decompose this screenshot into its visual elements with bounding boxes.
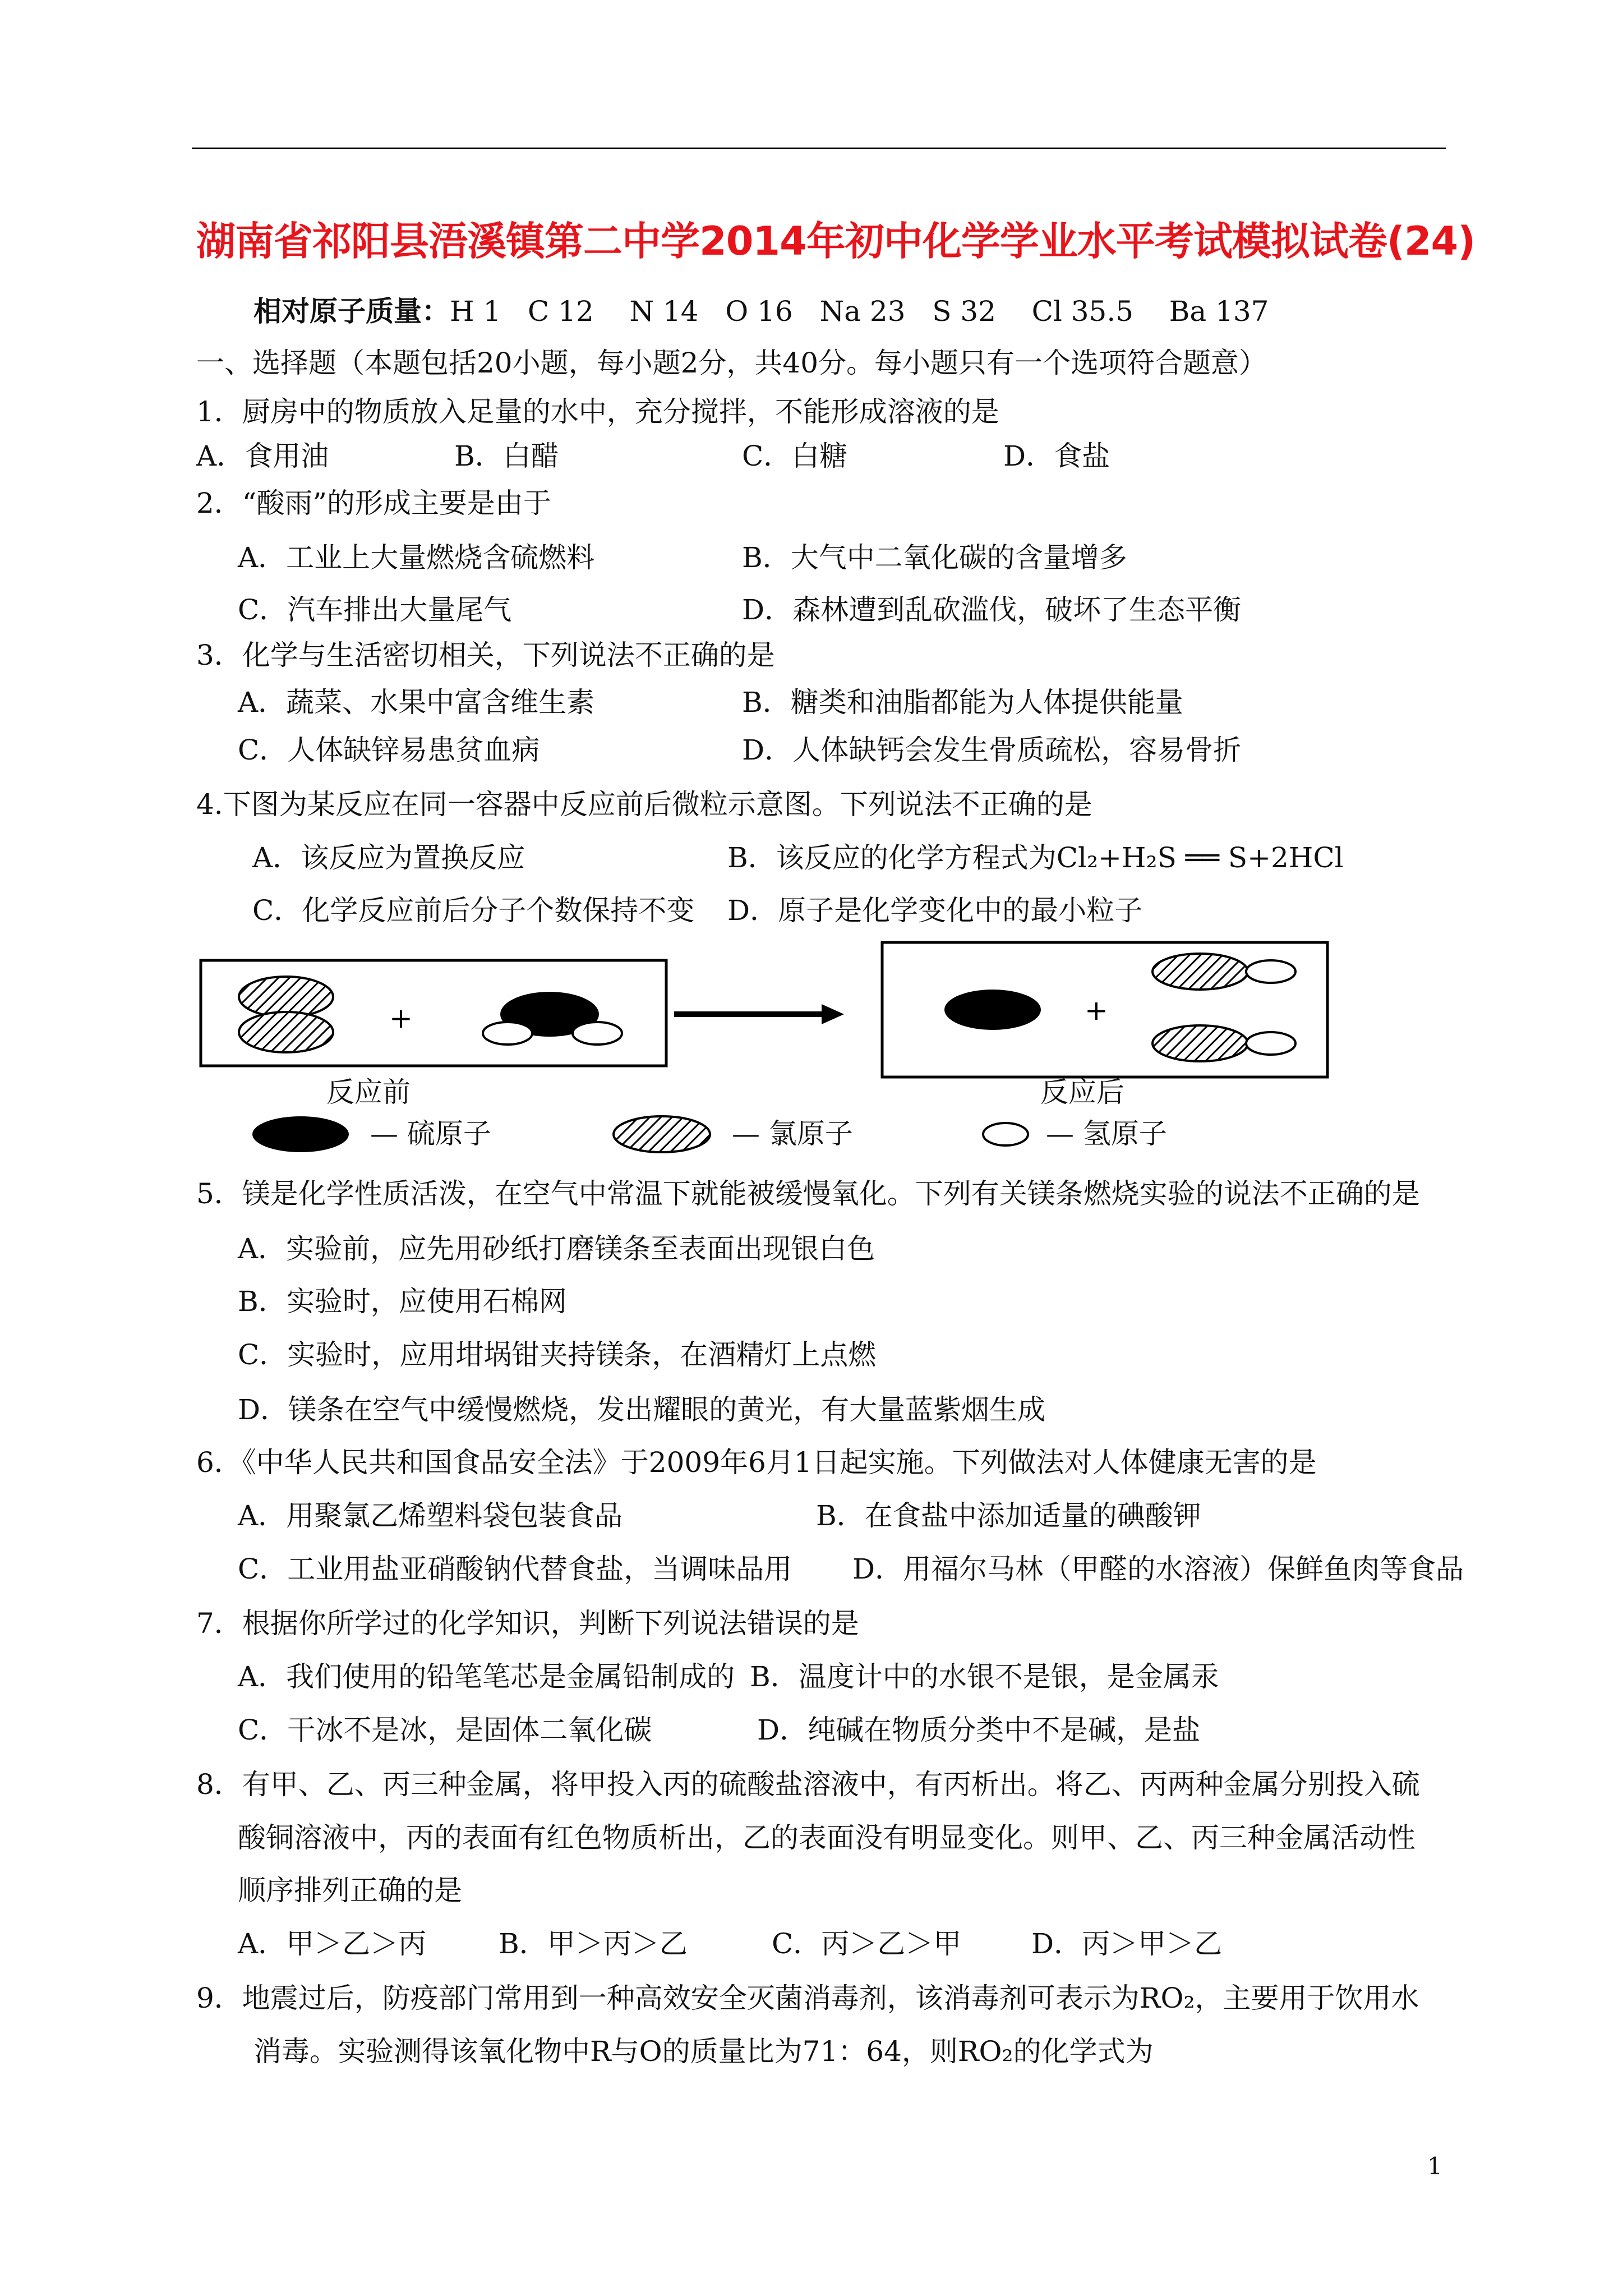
q8-option-a: A．甲＞乙＞丙 <box>238 1927 427 1960</box>
chlorine-atom-icon <box>1152 1025 1248 1061</box>
q1-option-d: D．食盐 <box>1003 440 1110 472</box>
q8-option-c: C．丙＞乙＞甲 <box>772 1927 962 1960</box>
chlorine-atom-icon <box>1152 954 1248 990</box>
q7-option-a: A．我们使用的铅笔笔芯是金属铅制成的 <box>238 1660 735 1693</box>
q7-option-d: D．纯碱在物质分类中不是碱，是盐 <box>757 1714 1201 1746</box>
svg-text:+: + <box>1085 994 1108 1027</box>
question-8-stem-cont2: 顺序排列正确的是 <box>238 1874 462 1907</box>
q5-option-c: C．实验时，应用坩埚钳夹持镁条，在酒精灯上点燃 <box>238 1338 877 1371</box>
question-1-stem: 1．厨房中的物质放入足量的水中，充分搅拌，不能形成溶液的是 <box>196 395 999 428</box>
q5-option-b: B．实验时，应使用石棉网 <box>238 1285 567 1318</box>
q3-option-c: C．人体缺锌易患贫血病 <box>238 734 540 766</box>
page-number: 1 <box>1427 2152 1442 2180</box>
question-7-stem: 7．根据你所学过的化学知识，判断下列说法错误的是 <box>196 1607 859 1640</box>
q6-option-b: B．在食盐中添加适量的碘酸钾 <box>816 1499 1201 1532</box>
atomic-mass-label: 相对原子质量： <box>253 295 450 328</box>
hydrogen-atom-icon <box>1246 1032 1295 1055</box>
q1-option-c: C．白糖 <box>742 440 848 472</box>
q7-option-b: B．温度计中的水银不是银，是金属汞 <box>750 1660 1219 1693</box>
question-8-stem: 8．有甲、乙、丙三种金属，将甲投入丙的硫酸盐溶液中，有丙析出。将乙、丙两种金属分别投入硫 <box>196 1768 1420 1801</box>
legend-sulfur-icon <box>252 1116 349 1152</box>
q6-option-c: C．工业用盐亚硝酸钠代替食盐，当调味品用 <box>238 1553 792 1585</box>
page-title: 湖南省祁阳县浯溪镇第二中学2014年初中化学学业水平考试模拟试卷(24) <box>196 218 1476 264</box>
question-8-stem-cont: 酸铜溶液中，丙的表面有红色物质析出，乙的表面没有明显变化。则甲、乙、丙三种金属活动性 <box>238 1821 1415 1854</box>
q6-option-d: D．用福尔马林（甲醛的水溶液）保鲜鱼肉等食品 <box>852 1553 1464 1585</box>
legend-hydrogen: — 氢原子 <box>1046 1117 1167 1150</box>
before-label: 反应前 <box>326 1076 411 1108</box>
sulfur-atom-icon <box>944 990 1041 1030</box>
q6-option-a: A．用聚氯乙烯塑料袋包装食品 <box>238 1499 623 1532</box>
question-5-stem: 5．镁是化学性质活泼，在空气中常温下就能被缓慢氧化。下列有关镁条燃烧实验的说法不正确的是 <box>196 1177 1420 1210</box>
q4-option-b: B．该反应的化学方程式为Cl₂+H₂S ══ S+2HCl <box>727 841 1344 874</box>
legend-sulfur: — 硫原子 <box>370 1117 491 1150</box>
q5-option-a: A．实验前，应先用砂纸打磨镁条至表面出现银白色 <box>238 1232 875 1265</box>
chlorine-atom-icon <box>239 1012 333 1052</box>
after-label: 反应后 <box>1040 1076 1124 1108</box>
hydrogen-atom-icon <box>483 1022 532 1045</box>
hydrogen-atom-icon <box>573 1022 622 1045</box>
question-2-stem: 2．“酸雨”的形成主要是由于 <box>196 487 551 519</box>
q1-option-b: B．白醋 <box>454 440 559 472</box>
q3-option-a: A．蔬菜、水果中富含维生素 <box>238 686 595 719</box>
q4-option-a: A．该反应为置换反应 <box>252 841 525 874</box>
q4-option-d: D．原子是化学变化中的最小粒子 <box>727 894 1143 927</box>
question-9-stem-cont: 消毒。实验测得该氧化物中R与O的质量比为71：64，则RO₂的化学式为 <box>253 2035 1154 2068</box>
plus-sign: + <box>389 1002 413 1034</box>
hydrogen-atom-icon <box>1246 960 1295 983</box>
legend-chlorine: — 氯原子 <box>732 1117 853 1150</box>
section-heading: 一、选择题（本题包括20小题，每小题2分，共40分。每小题只有一个选项符合题意） <box>196 347 1267 379</box>
q2-option-a: A．工业上大量燃烧含硫燃料 <box>238 541 595 574</box>
q3-option-b: B．糖类和油脂都能为人体提供能量 <box>742 686 1183 719</box>
question-6-stem: 6．《中华人民共和国食品安全法》于2009年6月1日起实施。下列做法对人体健康无害的是 <box>196 1446 1317 1479</box>
q8-option-d: D．丙＞甲＞乙 <box>1031 1927 1223 1960</box>
q1-option-a: A．食用油 <box>196 440 329 472</box>
q2-option-b: B．大气中二氧化碳的含量增多 <box>742 541 1127 574</box>
q3-option-d: D．人体缺钙会发生骨质疏松，容易骨折 <box>742 734 1242 766</box>
q2-option-d: D．森林遭到乱砍滥伐，破坏了生态平衡 <box>742 593 1242 626</box>
legend-hydrogen-icon <box>983 1123 1028 1145</box>
atomic-mass-values: H 1 C 12 N 14 O 16 Na 23 S 32 Cl 35.5 Ba 137 <box>450 295 1269 328</box>
q7-option-c: C．干冰不是冰，是固体二氧化碳 <box>238 1714 652 1746</box>
q8-option-b: B．甲＞丙＞乙 <box>499 1927 688 1960</box>
question-9-stem: 9．地震过后，防疫部门常用到一种高效安全灭菌消毒剂，该消毒剂可表示为RO₂，主要用于饮用水 <box>196 1982 1419 2014</box>
q4-option-c: C．化学反应前后分子个数保持不变 <box>252 894 695 927</box>
q5-option-d: D．镁条在空气中缓慢燃烧，发出耀眼的黄光，有大量蓝紫烟生成 <box>238 1393 1046 1426</box>
question-3-stem: 3．化学与生活密切相关，下列说法不正确的是 <box>196 639 775 671</box>
question-4-stem: 4.下图为某反应在同一容器中反应前后微粒示意图。下列说法不正确的是 <box>196 788 1092 821</box>
legend-chlorine-icon <box>614 1116 710 1152</box>
q2-option-c: C．汽车排出大量尾气 <box>238 593 512 626</box>
